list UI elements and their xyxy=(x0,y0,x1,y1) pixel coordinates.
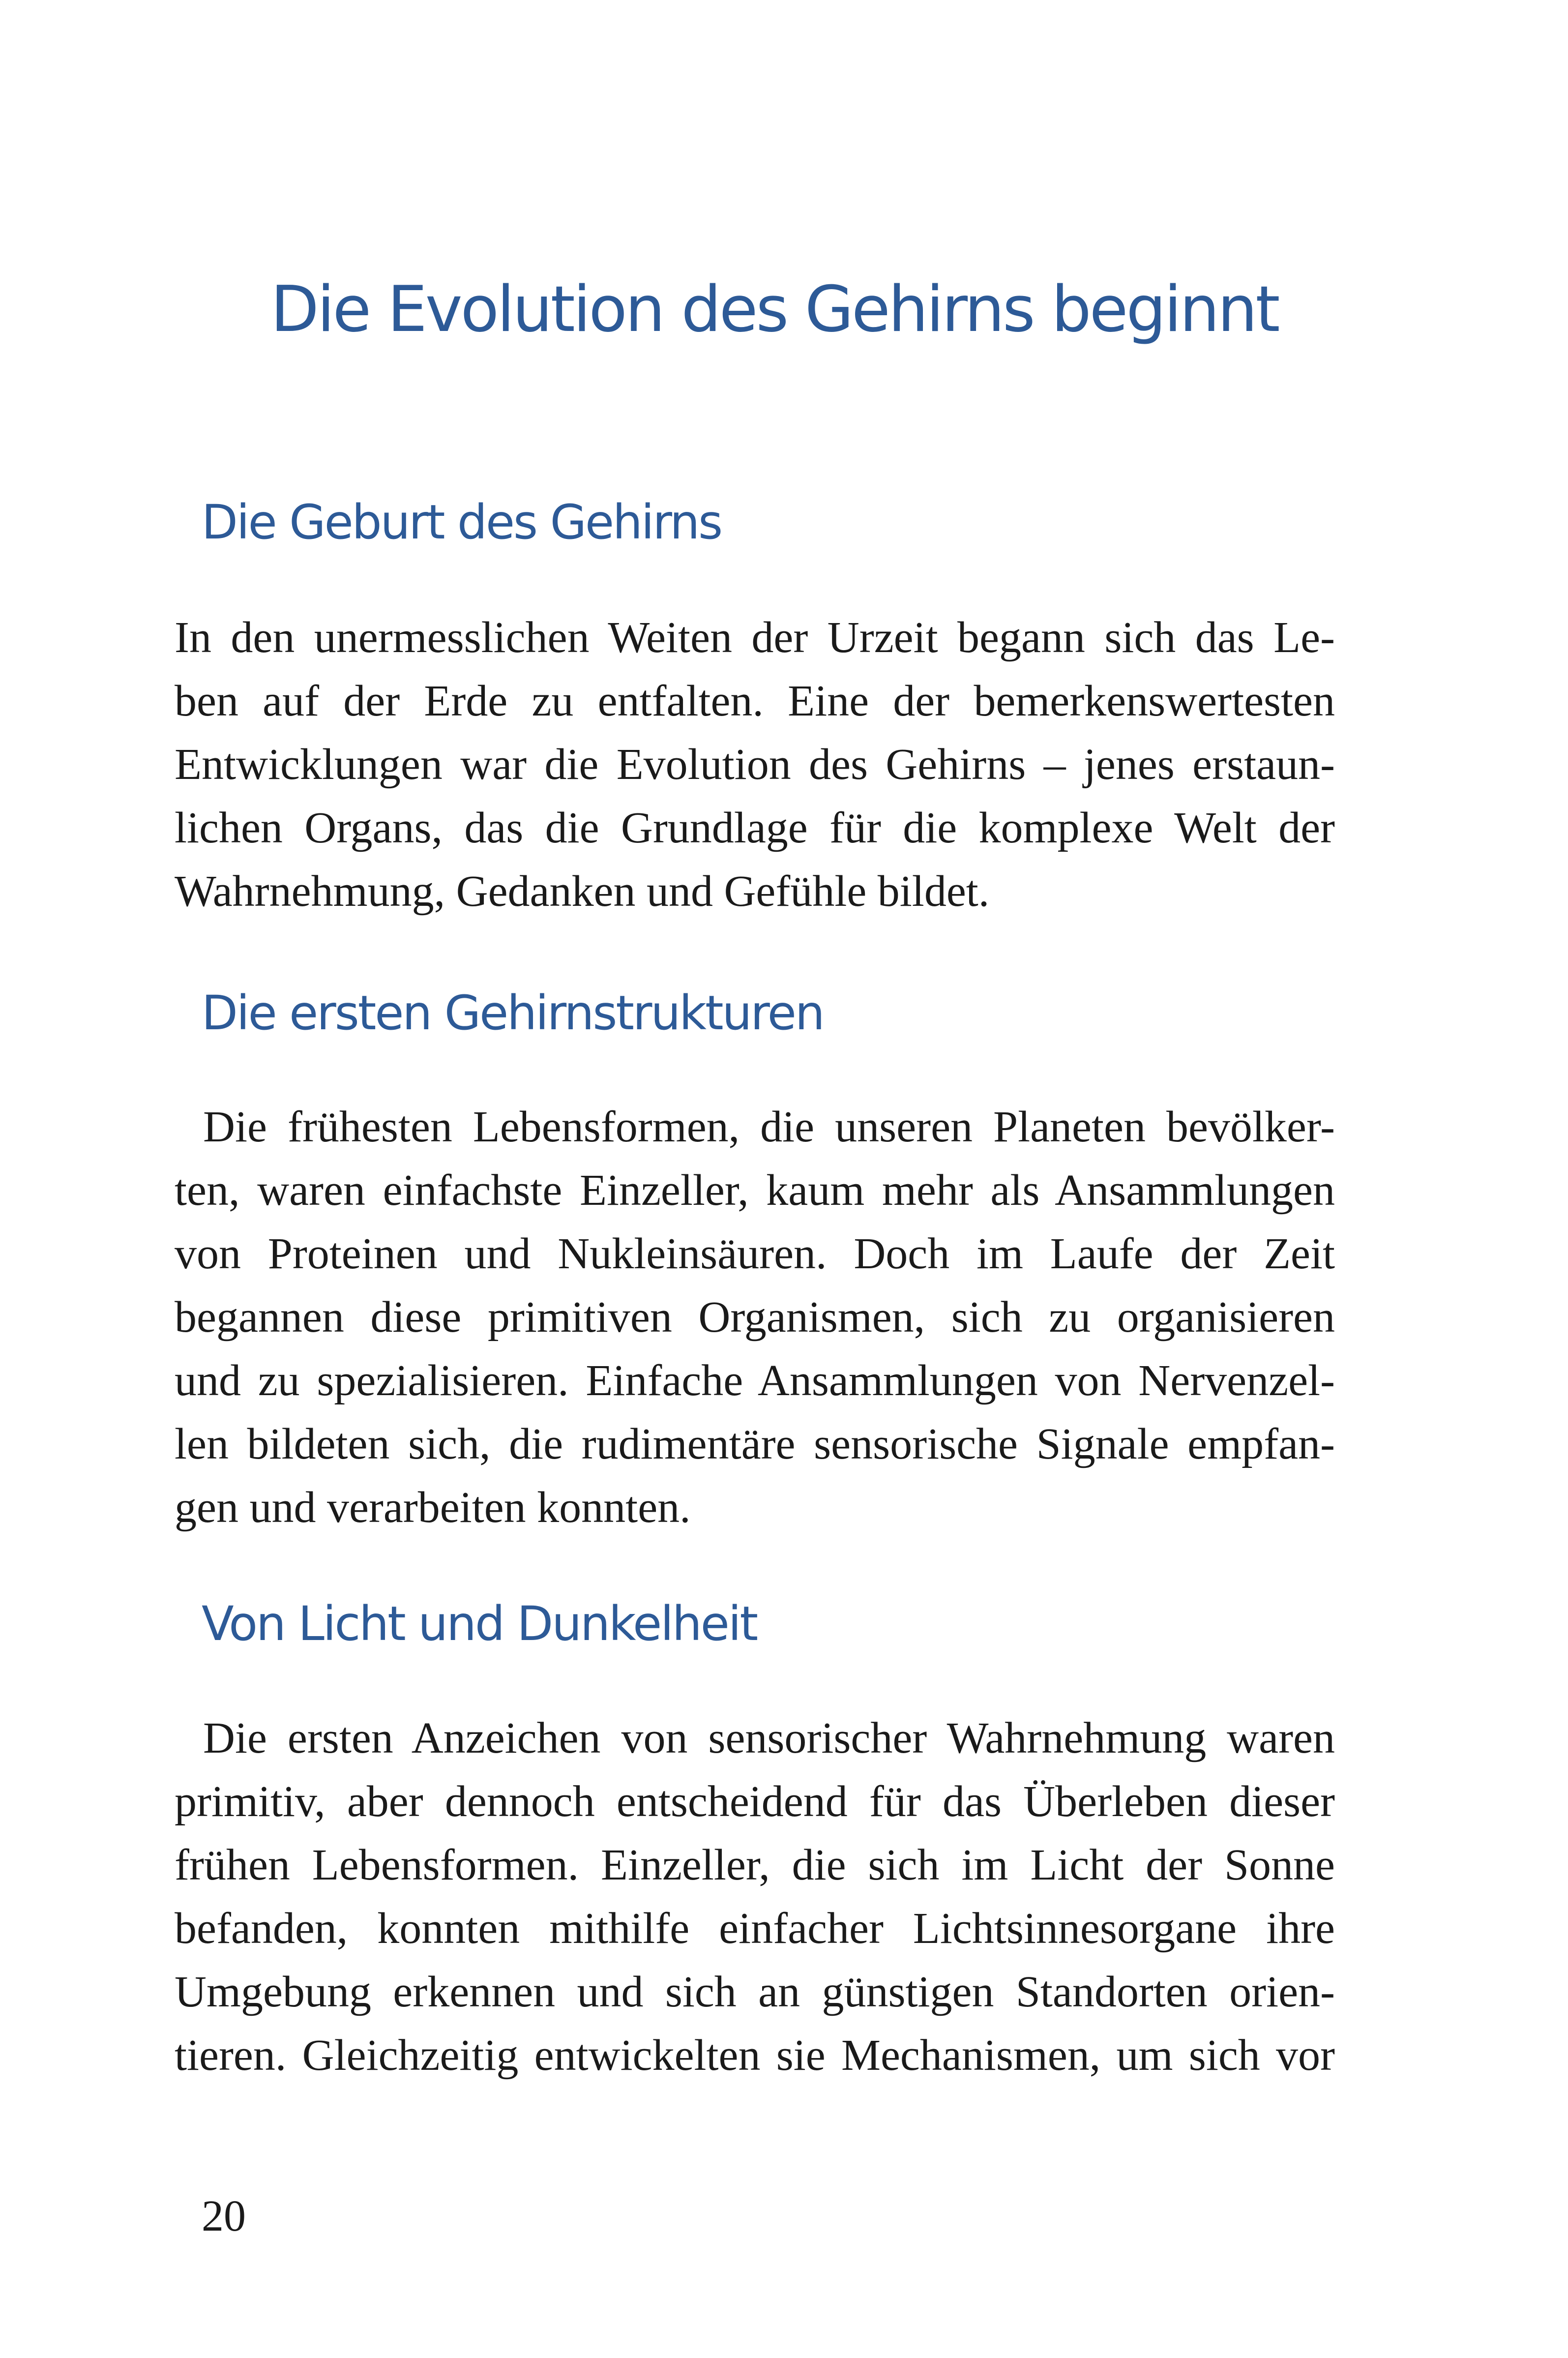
text-line: Umgebung erkennen und sich an günstigen Standorten orien- xyxy=(175,1968,1335,2016)
section-heading-licht: Von Licht und Dunkelheit xyxy=(202,1596,757,1651)
text-line: len bildeten sich, die rudimentäre sensorische Signale empfan- xyxy=(175,1420,1335,1468)
text-line: und zu spezialisieren. Einfache Ansammlungen von Nervenzel- xyxy=(175,1356,1335,1405)
text-line: In den unermesslichen Weiten der Urzeit begann sich das Le- xyxy=(175,613,1335,662)
text-line: tieren. Gleichzeitig entwickelten sie Mechanismen, um sich vor xyxy=(175,2031,1335,2080)
text-line: gen und verarbeiten konnten. xyxy=(175,1483,691,1532)
chapter-title: Die Evolution des Gehirns beginnt xyxy=(270,273,1278,346)
paragraph-licht xyxy=(175,1706,1335,2087)
page-number: 20 xyxy=(202,2192,246,2240)
text-line: primitiv, aber dennoch entscheidend für das Überleben dieser xyxy=(175,1777,1335,1826)
text-line: ten, waren einfachste Einzeller, kaum mehr als Ansammlungen xyxy=(175,1166,1335,1215)
paragraph-geburt xyxy=(175,606,1335,923)
text-line: Die frühesten Lebensformen, die unseren Planeten bevölker- xyxy=(203,1103,1335,1151)
text-line: Entwicklungen war die Evolution des Gehirns – jenes erstaun- xyxy=(175,740,1335,789)
text-line: von Proteinen und Nukleinsäuren. Doch im Laufe der Zeit xyxy=(175,1229,1335,1278)
text-line: lichen Organs, das die Grundlage für die komplexe Welt der xyxy=(175,804,1335,852)
text-line: Wahrnehmung, Gedanken und Gefühle bildet. xyxy=(175,867,990,916)
text-line: befanden, konnten mithilfe einfacher Lichtsinnesorgane ihre xyxy=(175,1904,1335,1953)
text-line: Die ersten Anzeichen von sensorischer Wahrnehmung waren xyxy=(203,1714,1335,1762)
text-line: frühen Lebensformen. Einzeller, die sich im Licht der Sonne xyxy=(175,1841,1335,1889)
paragraph-strukturen xyxy=(175,1095,1335,1539)
text-line: begannen diese primitiven Organismen, sich zu organisieren xyxy=(175,1293,1335,1342)
section-heading-geburt: Die Geburt des Gehirns xyxy=(202,495,722,550)
text-line: ben auf der Erde zu entfalten. Eine der bemerkenswertesten xyxy=(175,677,1335,725)
section-heading-strukturen: Die ersten Gehirnstrukturen xyxy=(202,985,824,1041)
